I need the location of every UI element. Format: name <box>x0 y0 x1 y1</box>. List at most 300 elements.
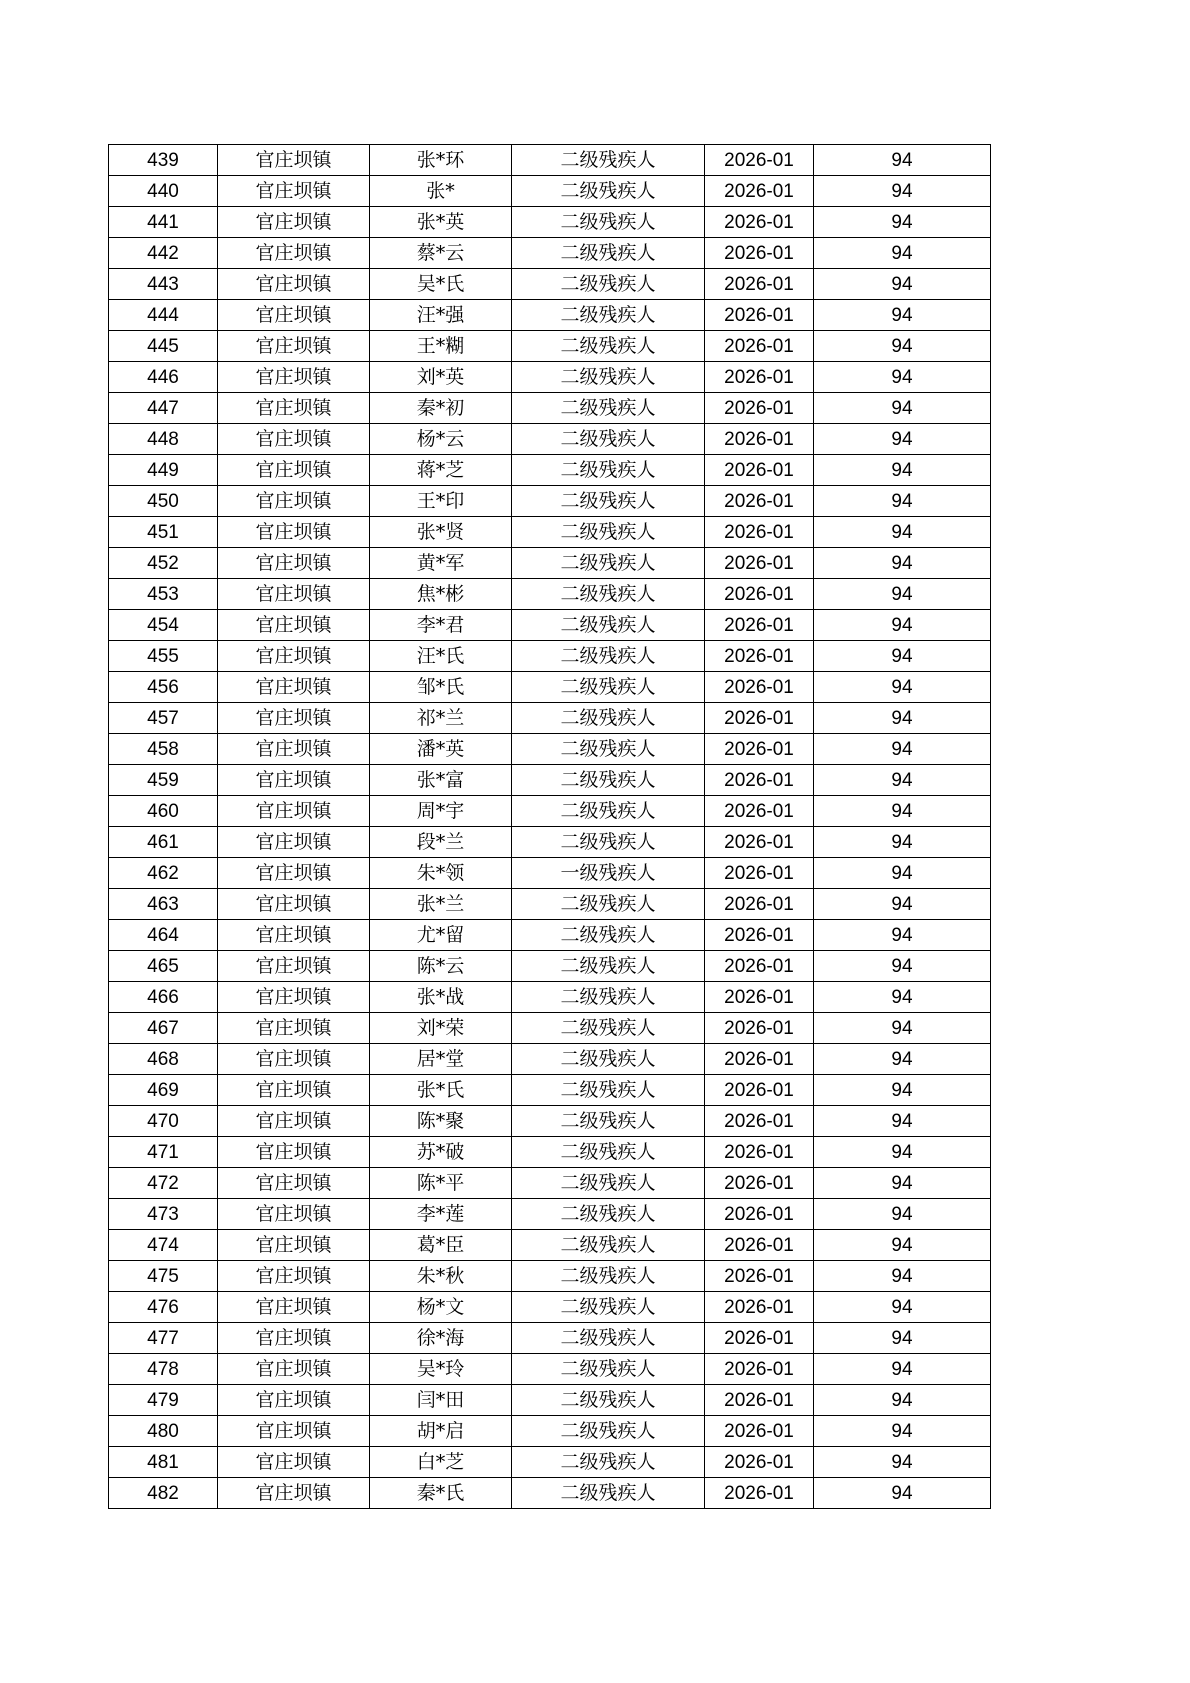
issue-month-cell: 2026-01 <box>705 393 814 424</box>
serial-number-cell: 454 <box>109 610 218 641</box>
table-body <box>109 145 991 1509</box>
person-name-cell: 张*环 <box>370 145 512 176</box>
town-cell: 官庄坝镇 <box>218 269 370 300</box>
table-row <box>109 610 991 641</box>
table-row <box>109 1137 991 1168</box>
table-row <box>109 1354 991 1385</box>
town-cell: 官庄坝镇 <box>218 207 370 238</box>
issue-month-cell: 2026-01 <box>705 703 814 734</box>
issue-month-cell: 2026-01 <box>705 827 814 858</box>
issue-month-cell: 2026-01 <box>705 1106 814 1137</box>
disability-level-cell: 二级残疾人 <box>512 1292 705 1323</box>
table-row <box>109 982 991 1013</box>
serial-number-cell: 457 <box>109 703 218 734</box>
amount-cell: 94 <box>814 1106 991 1137</box>
disability-level-cell: 二级残疾人 <box>512 889 705 920</box>
amount-cell: 94 <box>814 827 991 858</box>
amount-cell: 94 <box>814 1292 991 1323</box>
person-name-cell: 秦*初 <box>370 393 512 424</box>
amount-cell: 94 <box>814 207 991 238</box>
table-row <box>109 1292 991 1323</box>
person-name-cell: 陈*平 <box>370 1168 512 1199</box>
town-cell: 官庄坝镇 <box>218 145 370 176</box>
issue-month-cell: 2026-01 <box>705 1137 814 1168</box>
table-row <box>109 238 991 269</box>
amount-cell: 94 <box>814 641 991 672</box>
table-row <box>109 1447 991 1478</box>
amount-cell: 94 <box>814 393 991 424</box>
issue-month-cell: 2026-01 <box>705 269 814 300</box>
issue-month-cell: 2026-01 <box>705 641 814 672</box>
table-row <box>109 796 991 827</box>
issue-month-cell: 2026-01 <box>705 1416 814 1447</box>
person-name-cell: 张*氏 <box>370 1075 512 1106</box>
serial-number-cell: 468 <box>109 1044 218 1075</box>
person-name-cell: 尤*留 <box>370 920 512 951</box>
table-row <box>109 1416 991 1447</box>
issue-month-cell: 2026-01 <box>705 982 814 1013</box>
town-cell: 官庄坝镇 <box>218 548 370 579</box>
issue-month-cell: 2026-01 <box>705 238 814 269</box>
serial-number-cell: 462 <box>109 858 218 889</box>
disability-level-cell: 二级残疾人 <box>512 951 705 982</box>
serial-number-cell: 445 <box>109 331 218 362</box>
amount-cell: 94 <box>814 517 991 548</box>
issue-month-cell: 2026-01 <box>705 579 814 610</box>
disability-level-cell: 二级残疾人 <box>512 641 705 672</box>
disability-level-cell: 二级残疾人 <box>512 455 705 486</box>
table-row <box>109 362 991 393</box>
serial-number-cell: 449 <box>109 455 218 486</box>
disability-level-cell: 二级残疾人 <box>512 734 705 765</box>
town-cell: 官庄坝镇 <box>218 641 370 672</box>
serial-number-cell: 472 <box>109 1168 218 1199</box>
amount-cell: 94 <box>814 1323 991 1354</box>
town-cell: 官庄坝镇 <box>218 951 370 982</box>
disability-level-cell: 二级残疾人 <box>512 920 705 951</box>
serial-number-cell: 482 <box>109 1478 218 1509</box>
town-cell: 官庄坝镇 <box>218 455 370 486</box>
table-row <box>109 1385 991 1416</box>
town-cell: 官庄坝镇 <box>218 796 370 827</box>
table-row <box>109 517 991 548</box>
person-name-cell: 张*贤 <box>370 517 512 548</box>
amount-cell: 94 <box>814 300 991 331</box>
person-name-cell: 徐*海 <box>370 1323 512 1354</box>
issue-month-cell: 2026-01 <box>705 951 814 982</box>
person-name-cell: 李*莲 <box>370 1199 512 1230</box>
issue-month-cell: 2026-01 <box>705 1292 814 1323</box>
amount-cell: 94 <box>814 889 991 920</box>
disability-level-cell: 二级残疾人 <box>512 1199 705 1230</box>
table-row <box>109 672 991 703</box>
issue-month-cell: 2026-01 <box>705 145 814 176</box>
issue-month-cell: 2026-01 <box>705 486 814 517</box>
issue-month-cell: 2026-01 <box>705 517 814 548</box>
issue-month-cell: 2026-01 <box>705 1385 814 1416</box>
serial-number-cell: 476 <box>109 1292 218 1323</box>
person-name-cell: 居*堂 <box>370 1044 512 1075</box>
amount-cell: 94 <box>814 920 991 951</box>
amount-cell: 94 <box>814 1478 991 1509</box>
table-row <box>109 889 991 920</box>
table-row <box>109 951 991 982</box>
town-cell: 官庄坝镇 <box>218 331 370 362</box>
town-cell: 官庄坝镇 <box>218 517 370 548</box>
person-name-cell: 陈*聚 <box>370 1106 512 1137</box>
table-row <box>109 1230 991 1261</box>
serial-number-cell: 446 <box>109 362 218 393</box>
issue-month-cell: 2026-01 <box>705 300 814 331</box>
person-name-cell: 蔡*云 <box>370 238 512 269</box>
town-cell: 官庄坝镇 <box>218 176 370 207</box>
town-cell: 官庄坝镇 <box>218 610 370 641</box>
amount-cell: 94 <box>814 765 991 796</box>
town-cell: 官庄坝镇 <box>218 424 370 455</box>
amount-cell: 94 <box>814 1199 991 1230</box>
amount-cell: 94 <box>814 548 991 579</box>
town-cell: 官庄坝镇 <box>218 1323 370 1354</box>
issue-month-cell: 2026-01 <box>705 1323 814 1354</box>
table-row <box>109 765 991 796</box>
serial-number-cell: 477 <box>109 1323 218 1354</box>
amount-cell: 94 <box>814 672 991 703</box>
table-row <box>109 1013 991 1044</box>
issue-month-cell: 2026-01 <box>705 362 814 393</box>
issue-month-cell: 2026-01 <box>705 455 814 486</box>
person-name-cell: 胡*启 <box>370 1416 512 1447</box>
serial-number-cell: 470 <box>109 1106 218 1137</box>
serial-number-cell: 481 <box>109 1447 218 1478</box>
serial-number-cell: 460 <box>109 796 218 827</box>
person-name-cell: 刘*英 <box>370 362 512 393</box>
table-row <box>109 1168 991 1199</box>
person-name-cell: 焦*彬 <box>370 579 512 610</box>
person-name-cell: 邹*氏 <box>370 672 512 703</box>
serial-number-cell: 467 <box>109 1013 218 1044</box>
person-name-cell: 李*君 <box>370 610 512 641</box>
person-name-cell: 吴*氏 <box>370 269 512 300</box>
disability-level-cell: 二级残疾人 <box>512 1075 705 1106</box>
disability-level-cell: 二级残疾人 <box>512 1323 705 1354</box>
disability-level-cell: 二级残疾人 <box>512 1354 705 1385</box>
issue-month-cell: 2026-01 <box>705 765 814 796</box>
amount-cell: 94 <box>814 858 991 889</box>
table-row <box>109 641 991 672</box>
subsidy-roster-table <box>108 144 991 1509</box>
town-cell: 官庄坝镇 <box>218 1044 370 1075</box>
serial-number-cell: 471 <box>109 1137 218 1168</box>
disability-level-cell: 二级残疾人 <box>512 579 705 610</box>
person-name-cell: 蒋*芝 <box>370 455 512 486</box>
issue-month-cell: 2026-01 <box>705 796 814 827</box>
town-cell: 官庄坝镇 <box>218 734 370 765</box>
town-cell: 官庄坝镇 <box>218 1292 370 1323</box>
person-name-cell: 秦*氏 <box>370 1478 512 1509</box>
town-cell: 官庄坝镇 <box>218 858 370 889</box>
serial-number-cell: 453 <box>109 579 218 610</box>
serial-number-cell: 466 <box>109 982 218 1013</box>
person-name-cell: 张*英 <box>370 207 512 238</box>
person-name-cell: 张*富 <box>370 765 512 796</box>
disability-level-cell: 二级残疾人 <box>512 703 705 734</box>
issue-month-cell: 2026-01 <box>705 207 814 238</box>
person-name-cell: 王*糊 <box>370 331 512 362</box>
serial-number-cell: 473 <box>109 1199 218 1230</box>
issue-month-cell: 2026-01 <box>705 1447 814 1478</box>
disability-level-cell: 二级残疾人 <box>512 1385 705 1416</box>
person-name-cell: 潘*英 <box>370 734 512 765</box>
town-cell: 官庄坝镇 <box>218 1416 370 1447</box>
disability-level-cell: 二级残疾人 <box>512 1416 705 1447</box>
table-row <box>109 176 991 207</box>
amount-cell: 94 <box>814 362 991 393</box>
table-row <box>109 703 991 734</box>
table-row <box>109 393 991 424</box>
town-cell: 官庄坝镇 <box>218 1354 370 1385</box>
serial-number-cell: 458 <box>109 734 218 765</box>
amount-cell: 94 <box>814 1385 991 1416</box>
table-row <box>109 331 991 362</box>
table-row <box>109 1199 991 1230</box>
amount-cell: 94 <box>814 145 991 176</box>
serial-number-cell: 464 <box>109 920 218 951</box>
town-cell: 官庄坝镇 <box>218 300 370 331</box>
table-row <box>109 207 991 238</box>
town-cell: 官庄坝镇 <box>218 1137 370 1168</box>
serial-number-cell: 452 <box>109 548 218 579</box>
person-name-cell: 刘*荣 <box>370 1013 512 1044</box>
serial-number-cell: 440 <box>109 176 218 207</box>
amount-cell: 94 <box>814 331 991 362</box>
disability-level-cell: 二级残疾人 <box>512 1168 705 1199</box>
serial-number-cell: 474 <box>109 1230 218 1261</box>
disability-level-cell: 二级残疾人 <box>512 548 705 579</box>
serial-number-cell: 459 <box>109 765 218 796</box>
amount-cell: 94 <box>814 1013 991 1044</box>
disability-level-cell: 二级残疾人 <box>512 1230 705 1261</box>
issue-month-cell: 2026-01 <box>705 548 814 579</box>
town-cell: 官庄坝镇 <box>218 393 370 424</box>
disability-level-cell: 二级残疾人 <box>512 796 705 827</box>
serial-number-cell: 465 <box>109 951 218 982</box>
disability-level-cell: 二级残疾人 <box>512 1137 705 1168</box>
serial-number-cell: 480 <box>109 1416 218 1447</box>
amount-cell: 94 <box>814 238 991 269</box>
town-cell: 官庄坝镇 <box>218 1478 370 1509</box>
disability-level-cell: 二级残疾人 <box>512 238 705 269</box>
disability-level-cell: 二级残疾人 <box>512 610 705 641</box>
serial-number-cell: 475 <box>109 1261 218 1292</box>
table-row <box>109 579 991 610</box>
disability-level-cell: 二级残疾人 <box>512 1447 705 1478</box>
serial-number-cell: 455 <box>109 641 218 672</box>
issue-month-cell: 2026-01 <box>705 610 814 641</box>
table-row <box>109 920 991 951</box>
disability-level-cell: 二级残疾人 <box>512 393 705 424</box>
person-name-cell: 张*兰 <box>370 889 512 920</box>
amount-cell: 94 <box>814 796 991 827</box>
amount-cell: 94 <box>814 1075 991 1106</box>
town-cell: 官庄坝镇 <box>218 765 370 796</box>
town-cell: 官庄坝镇 <box>218 486 370 517</box>
disability-level-cell: 二级残疾人 <box>512 1478 705 1509</box>
issue-month-cell: 2026-01 <box>705 858 814 889</box>
disability-level-cell: 二级残疾人 <box>512 1044 705 1075</box>
issue-month-cell: 2026-01 <box>705 672 814 703</box>
issue-month-cell: 2026-01 <box>705 1261 814 1292</box>
amount-cell: 94 <box>814 982 991 1013</box>
amount-cell: 94 <box>814 486 991 517</box>
disability-level-cell: 二级残疾人 <box>512 331 705 362</box>
disability-level-cell: 二级残疾人 <box>512 1106 705 1137</box>
person-name-cell: 闫*田 <box>370 1385 512 1416</box>
town-cell: 官庄坝镇 <box>218 579 370 610</box>
disability-level-cell: 二级残疾人 <box>512 176 705 207</box>
person-name-cell: 杨*文 <box>370 1292 512 1323</box>
disability-level-cell: 二级残疾人 <box>512 424 705 455</box>
table-row <box>109 548 991 579</box>
serial-number-cell: 442 <box>109 238 218 269</box>
amount-cell: 94 <box>814 734 991 765</box>
disability-level-cell: 二级残疾人 <box>512 486 705 517</box>
serial-number-cell: 479 <box>109 1385 218 1416</box>
table-row <box>109 1261 991 1292</box>
table-row <box>109 858 991 889</box>
amount-cell: 94 <box>814 1261 991 1292</box>
person-name-cell: 祁*兰 <box>370 703 512 734</box>
serial-number-cell: 450 <box>109 486 218 517</box>
disability-level-cell: 二级残疾人 <box>512 207 705 238</box>
town-cell: 官庄坝镇 <box>218 672 370 703</box>
serial-number-cell: 439 <box>109 145 218 176</box>
town-cell: 官庄坝镇 <box>218 982 370 1013</box>
person-name-cell: 苏*破 <box>370 1137 512 1168</box>
person-name-cell: 葛*臣 <box>370 1230 512 1261</box>
disability-level-cell: 二级残疾人 <box>512 145 705 176</box>
person-name-cell: 杨*云 <box>370 424 512 455</box>
serial-number-cell: 463 <box>109 889 218 920</box>
town-cell: 官庄坝镇 <box>218 1261 370 1292</box>
disability-level-cell: 二级残疾人 <box>512 1013 705 1044</box>
person-name-cell: 朱*秋 <box>370 1261 512 1292</box>
person-name-cell: 陈*云 <box>370 951 512 982</box>
town-cell: 官庄坝镇 <box>218 238 370 269</box>
table-row <box>109 145 991 176</box>
town-cell: 官庄坝镇 <box>218 1447 370 1478</box>
disability-level-cell: 二级残疾人 <box>512 362 705 393</box>
table-row <box>109 455 991 486</box>
amount-cell: 94 <box>814 1137 991 1168</box>
town-cell: 官庄坝镇 <box>218 1075 370 1106</box>
amount-cell: 94 <box>814 1230 991 1261</box>
town-cell: 官庄坝镇 <box>218 703 370 734</box>
serial-number-cell: 441 <box>109 207 218 238</box>
serial-number-cell: 451 <box>109 517 218 548</box>
issue-month-cell: 2026-01 <box>705 424 814 455</box>
amount-cell: 94 <box>814 269 991 300</box>
disability-level-cell: 二级残疾人 <box>512 672 705 703</box>
issue-month-cell: 2026-01 <box>705 920 814 951</box>
issue-month-cell: 2026-01 <box>705 1230 814 1261</box>
serial-number-cell: 461 <box>109 827 218 858</box>
amount-cell: 94 <box>814 424 991 455</box>
town-cell: 官庄坝镇 <box>218 1106 370 1137</box>
disability-level-cell: 二级残疾人 <box>512 269 705 300</box>
serial-number-cell: 447 <box>109 393 218 424</box>
disability-level-cell: 二级残疾人 <box>512 300 705 331</box>
amount-cell: 94 <box>814 176 991 207</box>
town-cell: 官庄坝镇 <box>218 827 370 858</box>
person-name-cell: 朱*领 <box>370 858 512 889</box>
table-row <box>109 1075 991 1106</box>
person-name-cell: 汪*强 <box>370 300 512 331</box>
amount-cell: 94 <box>814 1416 991 1447</box>
person-name-cell: 白*芝 <box>370 1447 512 1478</box>
issue-month-cell: 2026-01 <box>705 889 814 920</box>
serial-number-cell: 456 <box>109 672 218 703</box>
amount-cell: 94 <box>814 951 991 982</box>
table-row <box>109 734 991 765</box>
person-name-cell: 黄*军 <box>370 548 512 579</box>
table-row <box>109 1478 991 1509</box>
disability-level-cell: 二级残疾人 <box>512 982 705 1013</box>
serial-number-cell: 444 <box>109 300 218 331</box>
amount-cell: 94 <box>814 610 991 641</box>
amount-cell: 94 <box>814 1447 991 1478</box>
disability-level-cell: 二级残疾人 <box>512 517 705 548</box>
town-cell: 官庄坝镇 <box>218 1199 370 1230</box>
serial-number-cell: 448 <box>109 424 218 455</box>
person-name-cell: 段*兰 <box>370 827 512 858</box>
person-name-cell: 汪*氏 <box>370 641 512 672</box>
disability-level-cell: 二级残疾人 <box>512 765 705 796</box>
town-cell: 官庄坝镇 <box>218 362 370 393</box>
amount-cell: 94 <box>814 1044 991 1075</box>
table-row <box>109 1323 991 1354</box>
amount-cell: 94 <box>814 455 991 486</box>
person-name-cell: 周*宇 <box>370 796 512 827</box>
serial-number-cell: 443 <box>109 269 218 300</box>
serial-number-cell: 478 <box>109 1354 218 1385</box>
table-row <box>109 300 991 331</box>
disability-level-cell: 二级残疾人 <box>512 827 705 858</box>
town-cell: 官庄坝镇 <box>218 1230 370 1261</box>
disability-level-cell: 一级残疾人 <box>512 858 705 889</box>
disability-level-cell: 二级残疾人 <box>512 1261 705 1292</box>
amount-cell: 94 <box>814 703 991 734</box>
serial-number-cell: 469 <box>109 1075 218 1106</box>
person-name-cell: 王*印 <box>370 486 512 517</box>
person-name-cell: 张*战 <box>370 982 512 1013</box>
town-cell: 官庄坝镇 <box>218 1385 370 1416</box>
town-cell: 官庄坝镇 <box>218 889 370 920</box>
issue-month-cell: 2026-01 <box>705 1354 814 1385</box>
table-row <box>109 1044 991 1075</box>
table-row <box>109 269 991 300</box>
town-cell: 官庄坝镇 <box>218 920 370 951</box>
issue-month-cell: 2026-01 <box>705 1478 814 1509</box>
issue-month-cell: 2026-01 <box>705 1013 814 1044</box>
issue-month-cell: 2026-01 <box>705 1044 814 1075</box>
amount-cell: 94 <box>814 579 991 610</box>
amount-cell: 94 <box>814 1354 991 1385</box>
person-name-cell: 吴*玲 <box>370 1354 512 1385</box>
amount-cell: 94 <box>814 1168 991 1199</box>
town-cell: 官庄坝镇 <box>218 1013 370 1044</box>
issue-month-cell: 2026-01 <box>705 1199 814 1230</box>
table-row <box>109 1106 991 1137</box>
